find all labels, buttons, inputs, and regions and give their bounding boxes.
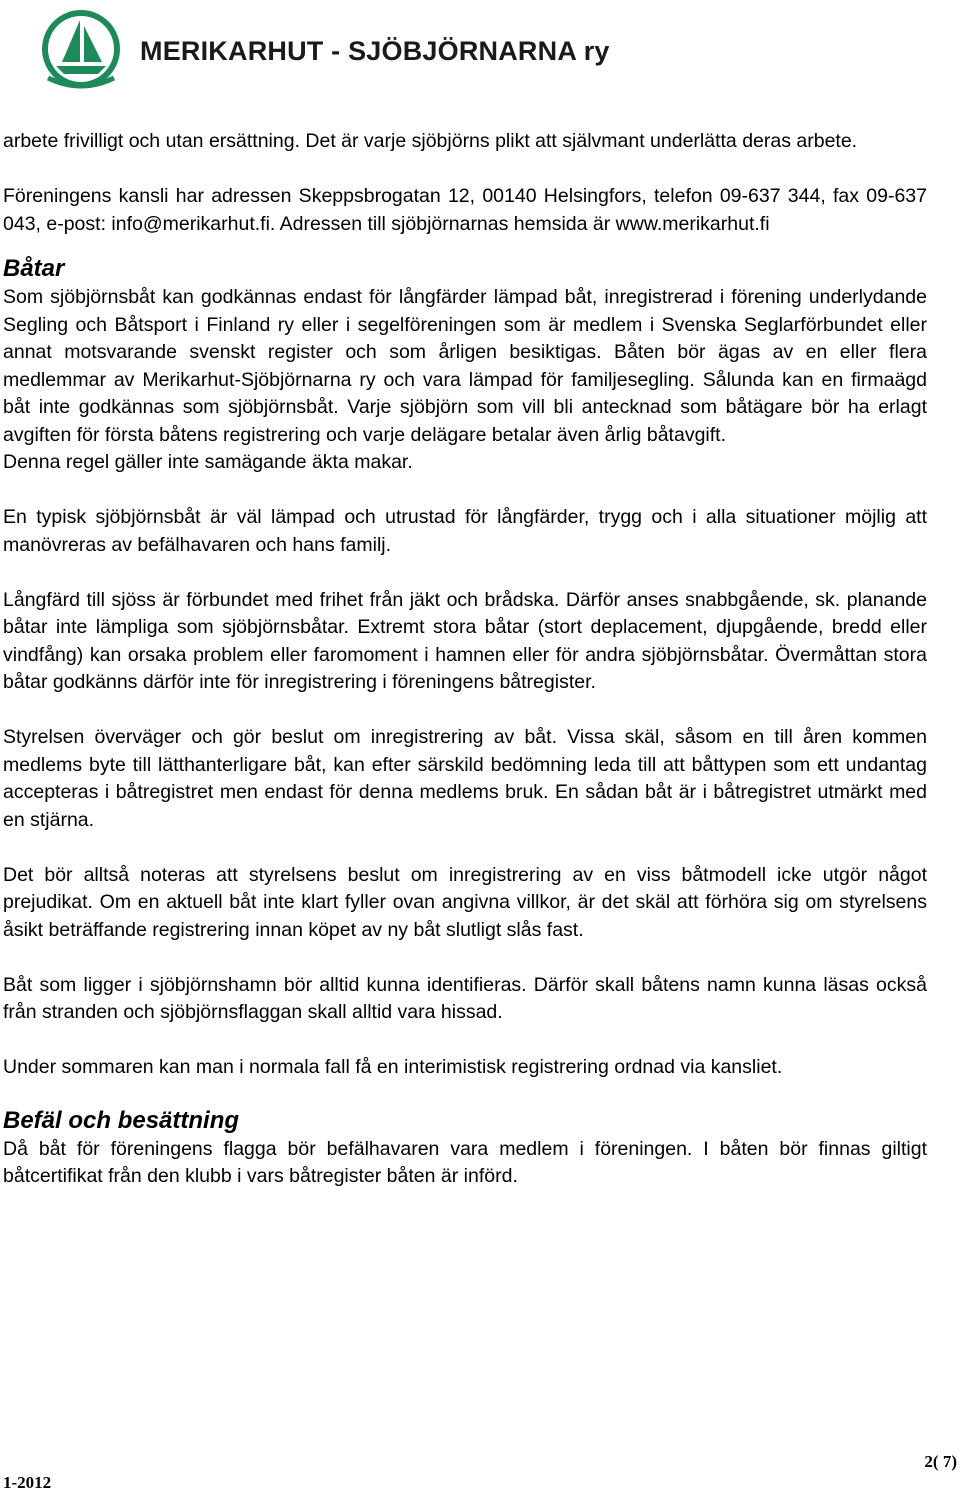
- boats-paragraph-4: Styrelsen överväger och gör beslut om inregistrering av båt. Vissa skäl, såsom en till åren kommen medlems byte till lätthanterligare båt, kan efter särskild bedömning leda till att båttypen som ett undantag accepteras i båtregistret men endast för denna medlems bruk. En sådan båt är i båtregistret utmärkt med en stjärna.: [3, 726, 927, 831]
- brand-name: MERIKARHUT - SJÖBJÖRNARNA ry: [140, 36, 610, 66]
- boats-paragraph-1b: Denna regel gäller inte samägande äkta makar.: [3, 451, 413, 473]
- section-heading-crew: Befäl och besättning: [3, 1106, 240, 1134]
- page-number: 2( 7): [924, 1452, 957, 1471]
- boats-paragraph-3: Långfärd till sjöss är förbundet med frihet från jäkt och brådska. Därför anses snabbgående, sk. planande båtar inte lämpliga som sjöbjörnsbåtar. Extremt stora båtar (stort deplacement, djupgående, bredd eller vindfång) kan orsaka problem eller faromoment i hamnen eller för andra sjöbjörnsbåtar. Övermåttan stora båtar godkänns därför inte för inregistrering i föreningens båtregister.: [3, 588, 927, 693]
- intro-paragraph-1: arbete frivilligt och utan ersättning. Det är varje sjöbjörns plikt att självmant underlätta deras arbete.: [3, 130, 858, 152]
- boats-paragraph-5: Det bör alltså noteras att styrelsens beslut om inregistrering av en viss båtmodell icke utgör något prejudikat. Om en aktuell båt inte klart fyller ovan angivna villkor, är det skäl att förhöra sig om styrelsens åsikt beträffande registrering innan köpet av ny båt slutligt slås fast.: [3, 863, 927, 941]
- boats-paragraph-6: Båt som ligger i sjöbjörnshamn bör alltid kunna identifieras. Därför skall båtens namn kunna läsas också från stranden och sjöbjörnsflaggan skall alltid vara hissad.: [3, 973, 927, 1023]
- sailboat-logo-icon: [40, 8, 122, 90]
- boats-paragraph-7: Under sommaren kan man i normala fall få en interimistisk registrering ordnad via kansliet.: [3, 1056, 783, 1078]
- intro-paragraph-2: Föreningens kansli har adressen Skeppsbrogatan 12, 00140 Helsingfors, telefon 09-637 344, fax 09-637 043, e-post: info@merikarhut.fi. Adressen till sjöbjörnarnas hemsida är www.merikarhut.fi: [3, 185, 927, 235]
- section-heading-boats: Båtar: [3, 255, 65, 282]
- boats-paragraph-2: En typisk sjöbjörnsbåt är väl lämpad och utrustad för långfärder, trygg och i alla situationer möjlig att manövreras av befälhavaren och hans familj.: [3, 506, 927, 556]
- document-version: 1-2012: [3, 1473, 52, 1492]
- boats-paragraph-1: Som sjöbjörnsbåt kan godkännas endast för långfärder lämpad båt, inregistrerad i förening underlydande Segling och Båtsport i Finland ry eller i segelföreningen som är medlem i Svenska Seglarförbundet eller annat motsvarande svenskt register och som årligen besiktigas. Båten bör ägas av en eller flera medlemmar av Merikarhut-Sjöbjörnarna ry och vara lämpad för familjesegling. Sålunda kan en firmaägd båt inte godkännas som sjöbjörnsbåt. Varje sjöbjörn som vill bli antecknad som båtägare bör ha erlagt avgiften för första båtens registrering och varje delägare betalar även årlig båtavgift.: [3, 286, 927, 446]
- crew-paragraph-1: Då båt för föreningens flagga bör befälhavaren vara medlem i föreningen. I båten bör finnas giltigt båtcertifikat från den klubb i vars båtregister båten är införd.: [3, 1137, 927, 1187]
- page-header: [40, 8, 940, 90]
- document-body: [3, 128, 927, 1191]
